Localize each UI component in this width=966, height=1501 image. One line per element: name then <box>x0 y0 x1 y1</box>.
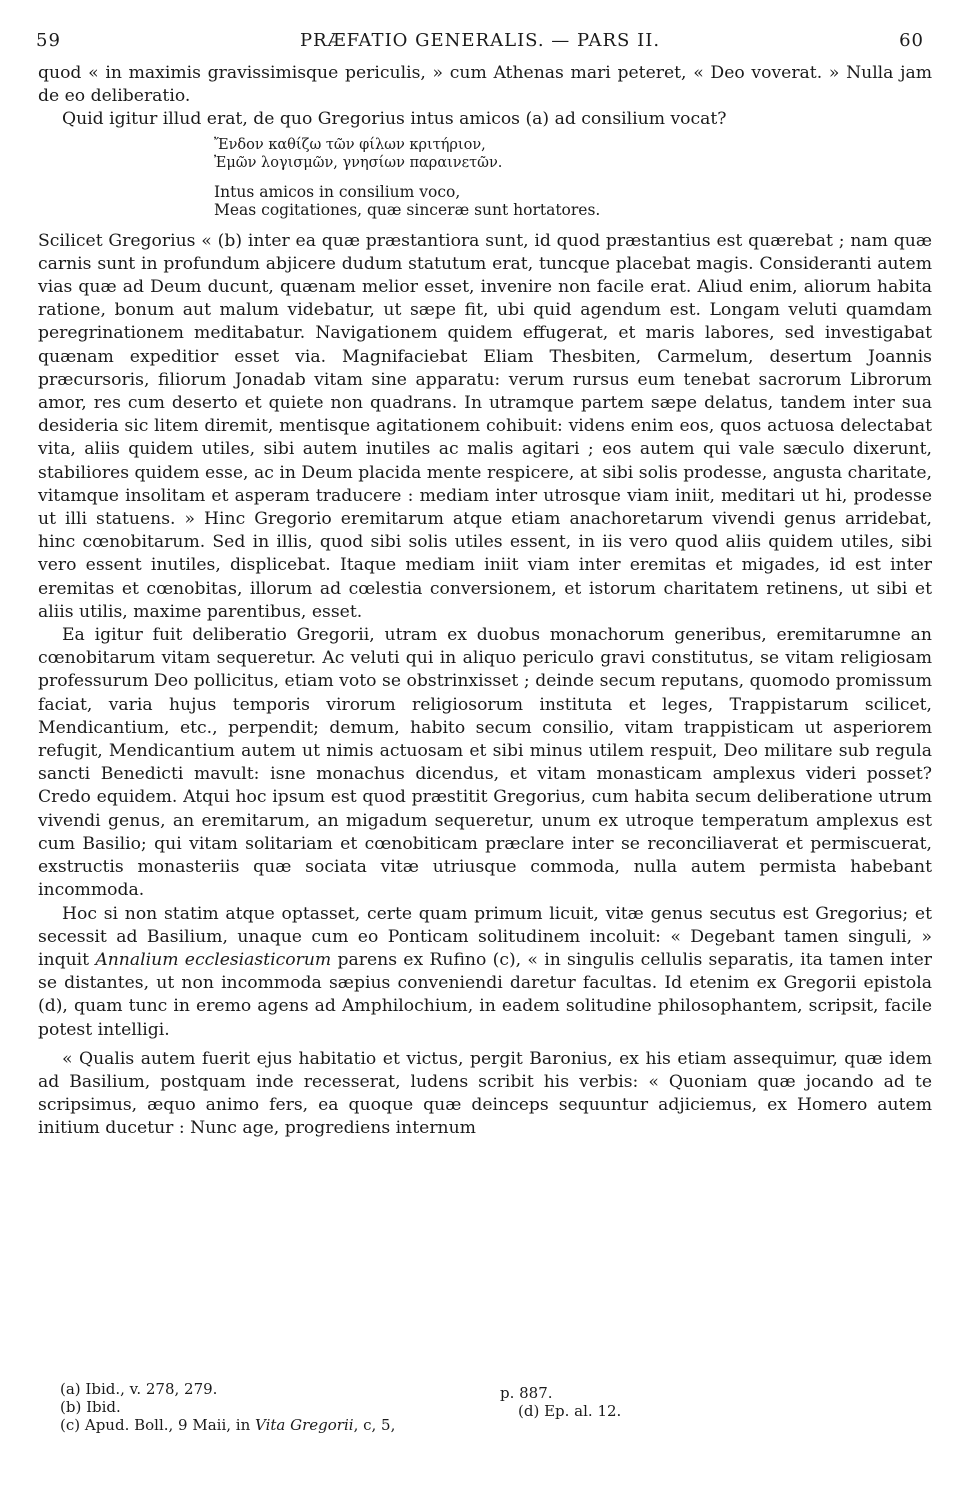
page-number-right: 60 <box>899 30 924 51</box>
paragraph-6: « Qualis autem fuerit ejus habitatio et victus, pergit Baronius, ex his etiam assequimur, quæ idem ad Basilium, postquam inde recesserat, ludens scribit his verbis: « Quoniam quæ jocando ad te scripsimus, æquo animo fers, ea quoque quæ deinceps sequuntur adjiciemus, ex Homero autem initium ducetur : Nunc age, progrediens internum <box>38 1048 932 1139</box>
footnote-c-text-b: , c, 5, <box>353 1416 396 1434</box>
paragraph-4: Ea igitur fuit deliberatio Gregorii, utram ex duobus monachorum generibus, eremitarumne an cœnobitarum vitam sequeretur. Ac veluti qui in aliquo periculo gravi constitutus, se vitam religiosam professurum Deo pollicitus, etiam voto se obstrinxisset ; deinde secum reputans, quomodo promissum faciat, varia hujus temporis virorum religiosorum instituta et leges, Trappistarum scilicet, Mendicantium, etc., perpendit; demum, habito secum consilio, vitam trappisticam ut asperiorem refugit, Mendicantium autem ut nimis actuosam et sibi minus utilem respuit, Deo militare sub regula sancti Benedicti mavult: isne monachus dicendus, et vitam monasticam amplexus videri posset? Credo equidem. Atqui hoc ipsum est quod præstitit Gregorius, cum habita secum deliberatione utrum vivendi genus, an eremitarum, an migadum sequeretur, unum ex utroque temperatum amplexus est cum Basilio; qui vitam solitariam et cœnobiticam præclare inter se reconciliaverat et permiscuerat, exstructis monasteriis quæ sociata vitæ utriusque commoda, nulla autem permista habebant incommoda. <box>38 625 932 901</box>
footnote-c <box>60 1416 395 1434</box>
paragraph-5-text-a: Hoc si non statim atque optasset, certe quam primum licuit, vitæ genus secutus est Gregorius; et secessit ad Basilium, unaque cum eo Ponticam solitudinem incoluit: « Degebant tamen singuli, » inquit <box>38 903 932 970</box>
verse-quotation <box>214 136 932 220</box>
greek-verse-line-1: Ἔνδον καθίζω τῶν φίλων κριτήριον, <box>214 136 486 153</box>
paragraph-1: quod « in maximis gravissimisque periculis, » cum Athenas mari peteret, « Deo voverat. » Nulla jam de eo deliberatio. <box>38 63 932 107</box>
page-number-left: 59 <box>36 30 61 51</box>
body-text <box>38 62 932 1141</box>
footnote-c-italic: Vita Gregorii <box>255 1416 354 1434</box>
footnote-c-continuation: p. 887. <box>500 1384 553 1402</box>
footnotes-left-column <box>60 1380 395 1434</box>
paragraph-5-italic-title: Annalium ecclesiasticorum <box>95 949 332 970</box>
paragraph-5 <box>38 903 932 1042</box>
running-head <box>36 30 924 58</box>
footnote-a: (a) Ibid., v. 278, 279. <box>60 1380 218 1398</box>
footnote-c-text-a: (c) Apud. Boll., 9 Maii, in <box>60 1416 256 1434</box>
paragraph-3: Scilicet Gregorius « (b) inter ea quæ præstantiora sunt, id quod præstantius est quærebat ; nam quæ carnis sunt in profundum abjicere dudum statutum erat, tuncque placebat magis. Consideranti autem vias quæ ad Deum ducunt, quænam melior esset, invenire non facile erat. Aliud enim, aliorum habita ratione, bonum aut malum videbatur, ut sæpe fit, ubi quid agendum est. Longam veluti quamdam peregrinationem meditabatur. Navigationem quidem effugerat, et maris labores, sed investigabat quænam expeditior esset via. Magnifaciebat Eliam Thesbiten, Carmelum, desertum Joannis præcursoris, filiorum Jonadab vitam sine apparatu: verum rursus eum tenebat sacrorum Librorum amor, res cum deserto et quiete non quadrans. In utramque partem sæpe delatus, tandem inter sua desideria sic litem diremit, mentisque agitationem cohibuit: videns enim eos, quos actuosa delectabat vita, aliis quidem utiles, sibi autem inutiles ac malis agitari ; eos autem qui vale sæculo dixerunt, stabiliores quidem esse, ac in Deum placida mente respicere, at sibi solis prodesse, angusta charitate, vitamque insolitam et asperam traducere : mediam inter utrosque viam iniit, meditari ut hi, prodesse ut illi statuens. » Hinc Gregorio eremitarum atque etiam anachoretarum vivendi genus arridebat, hinc cœnobitarum. Sed in illis, quod sibi solis utiles essent, in iis vero quod aliis quidem utiles, sibi vero essent inutiles, displicebat. Itaque mediam iniit viam inter eremitas et migades, id est inter eremitas et cœnobitas, illorum ad cœlestia conversionem, et istorum charitatem retinens, ut sibi et aliis utilis, maxime parentibus, esset. <box>38 230 932 622</box>
latin-verse-line-1: Intus amicos in consilium voco, <box>214 182 461 201</box>
greek-verse-line-2: Ἐμῶν λογισμῶν, γνησίων παραινετῶν. <box>214 155 503 172</box>
paragraph-2: Quid igitur illud erat, de quo Gregorius intus amicos (a) ad consilium vocat? <box>62 109 727 130</box>
footnote-b: (b) Ibid. <box>60 1398 121 1416</box>
paragraph-5-text-b: parens ex Rufino (c), « in singulis cellulis separatis, ita tamen inter se distantes, ut non incommoda sæpius conveniendi daretur facultas. Id etenim ex Gregorii epistola (d), quam tunc in eremo agens ad Amphilochium, in eadem solitudine philosophantem, scripsit, facile potest intelligi. <box>38 949 932 1040</box>
latin-verse-line-2: Meas cogitationes, quæ sinceræ sunt hortatores. <box>214 201 601 220</box>
running-title: PRÆFATIO GENERALIS. — PARS II. <box>299 30 661 51</box>
footnotes-right-column <box>500 1380 621 1420</box>
footnote-d: (d) Ep. al. 12. <box>518 1402 622 1420</box>
